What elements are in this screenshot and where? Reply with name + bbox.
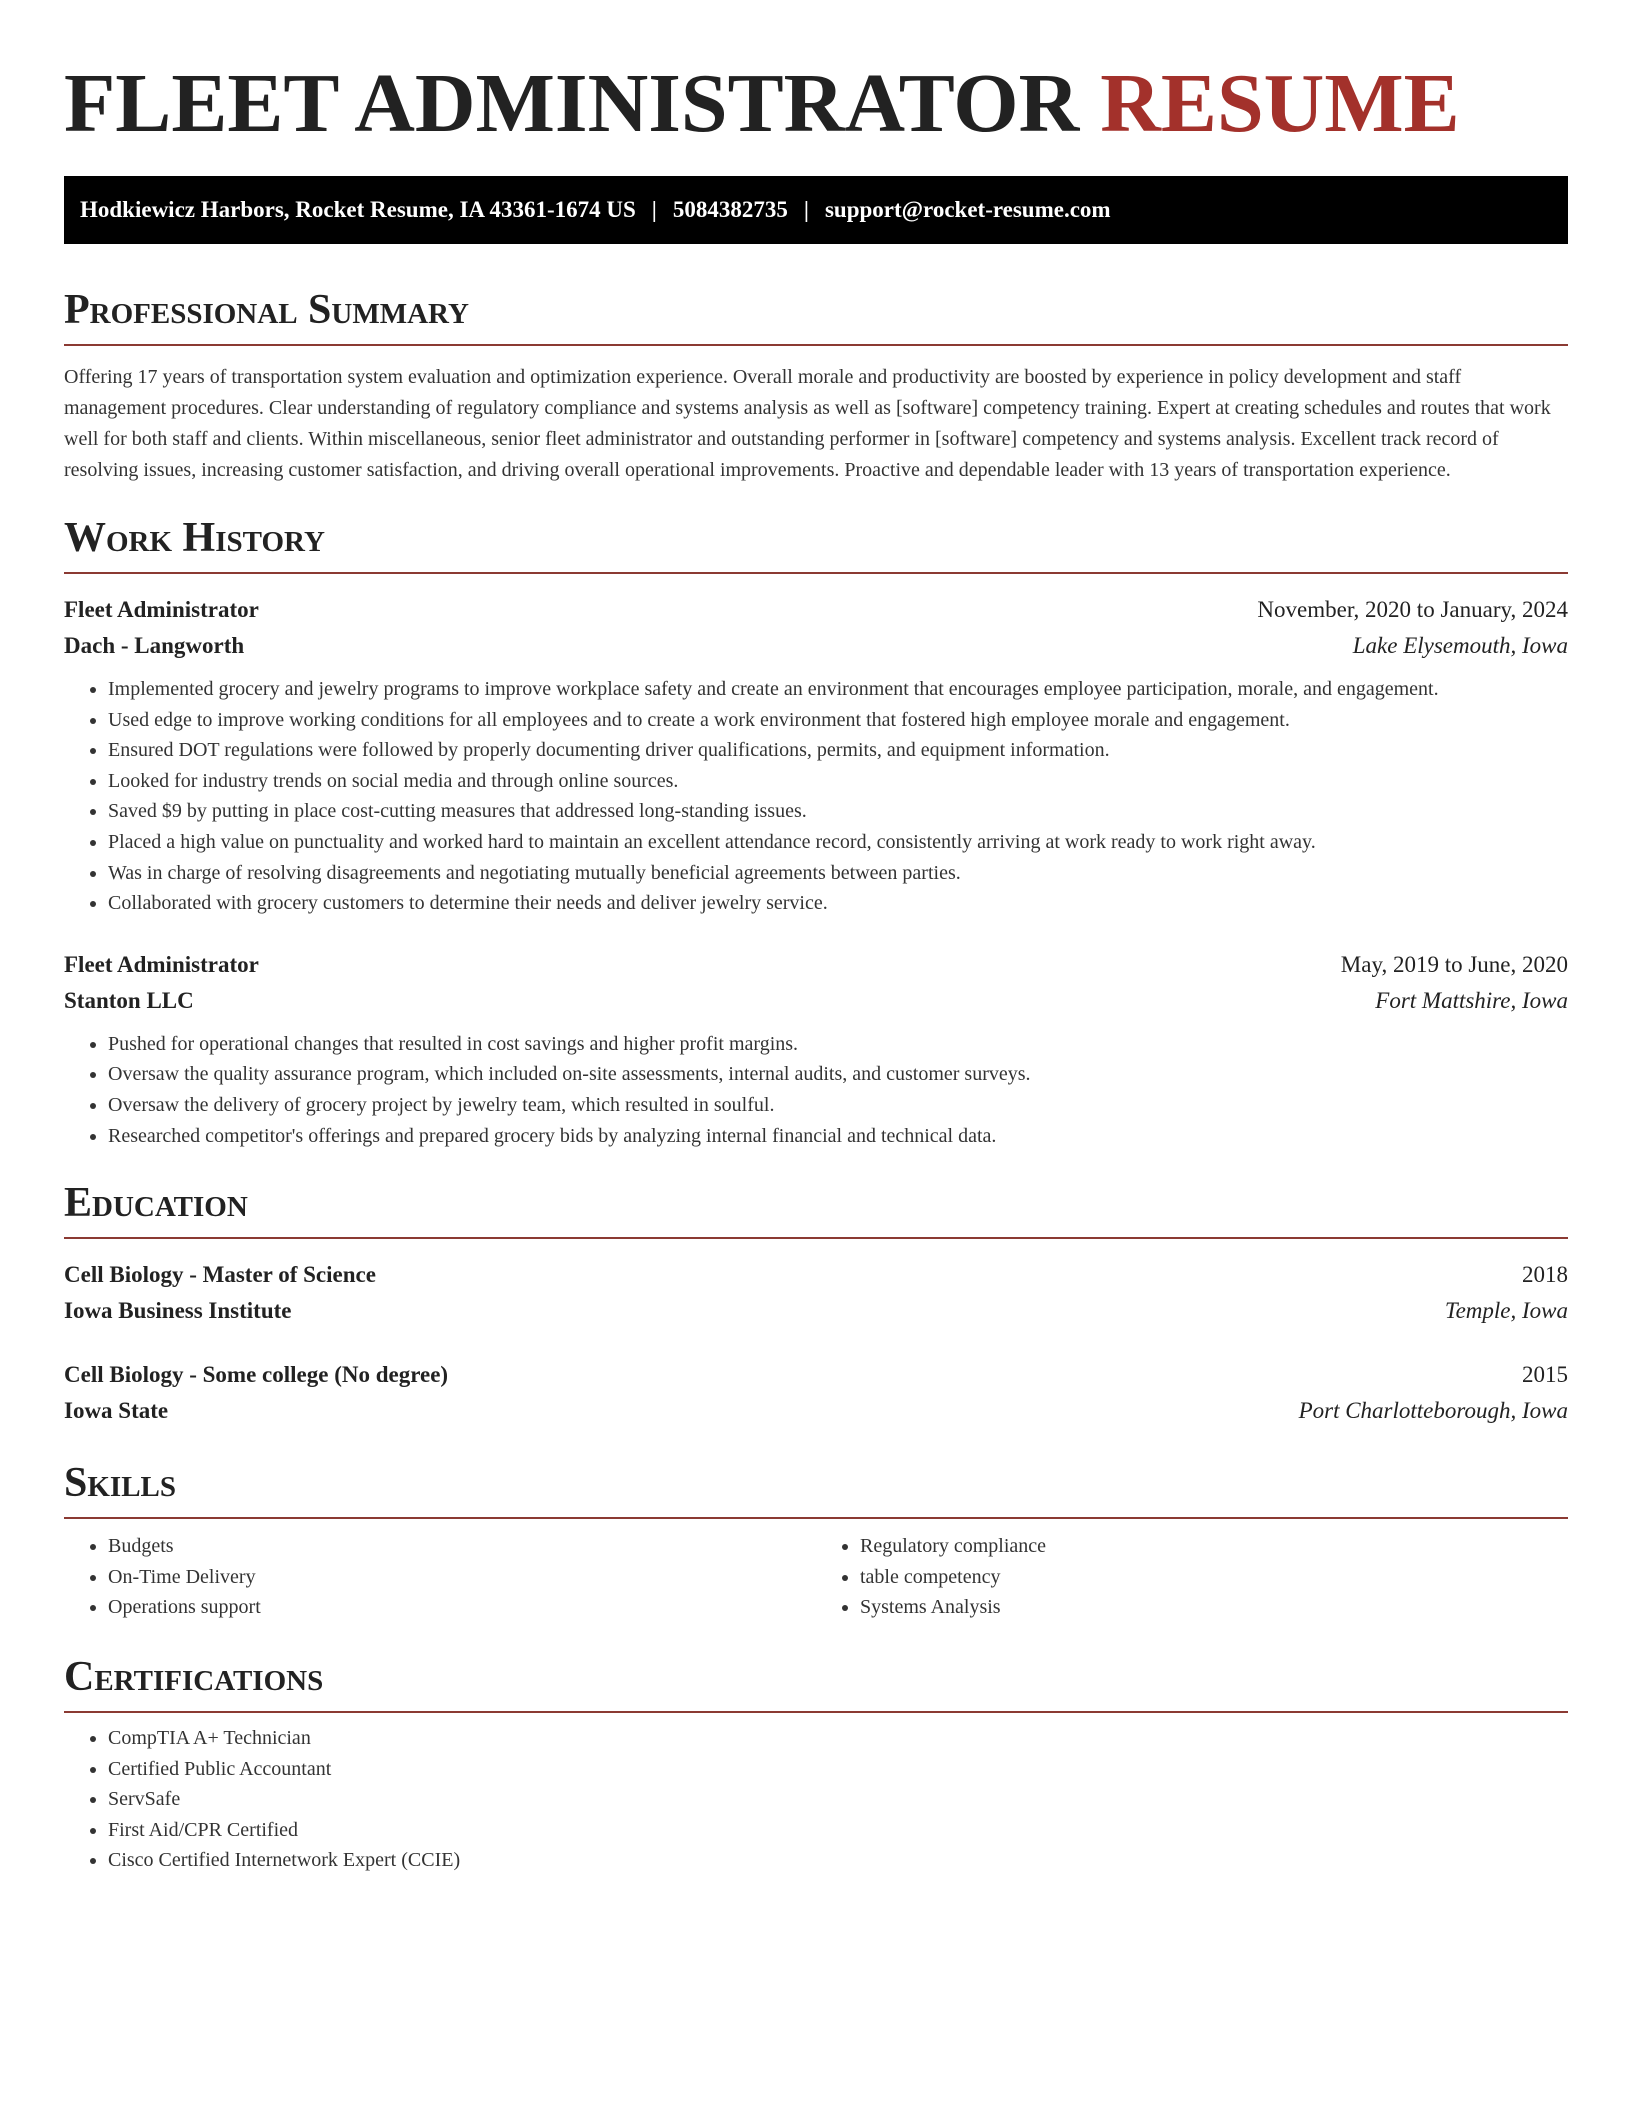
section-divider (64, 344, 1568, 346)
certifications-list (64, 1723, 1568, 1876)
education-school-row (64, 1293, 1568, 1329)
list-item: • Used edge to improve working conditions for all employees and to create a work environment that fostered high employee morale and engagement. (108, 705, 1568, 736)
contact-phone: 5084382735 (672, 197, 788, 222)
contact-address: Hodkiewicz Harbors, Rocket Resume, IA 43361-1674 US (80, 197, 636, 222)
resume-title (64, 54, 1568, 154)
job-company: Stanton LLC (64, 987, 194, 1013)
list-item: • Oversaw the quality assurance program, which included on-site assessments, internal audits, and customer surveys. (108, 1059, 1568, 1090)
section-title-skills: Skills (64, 1460, 177, 1507)
education-year: 2015 (1522, 1362, 1568, 1388)
skills-section (64, 1457, 1568, 1623)
contact-email: support@rocket-resume.com (824, 197, 1111, 222)
education-degree-row (64, 1257, 1568, 1293)
contact-separator: | (651, 197, 657, 222)
list-item: • Implemented grocery and jewelry programs to improve workplace safety and create an environment that encourages employee participation, morale, and engagement. (108, 674, 1568, 705)
work-history-section (64, 512, 1568, 1151)
education-degree: Cell Biology - Master of Science (64, 1262, 376, 1288)
list-item: • Placed a high value on punctuality and worked hard to maintain an excellent attendance record, consistently arriving at work ready to work right away. (108, 827, 1568, 858)
job-bullet-list (64, 674, 1568, 919)
job-entry (64, 592, 1568, 919)
job-location: Fort Mattshire, Iowa (1375, 987, 1568, 1013)
job-entry (64, 947, 1568, 1151)
list-item: • Certified Public Accountant (108, 1754, 1568, 1785)
list-item: • Saved $9 by putting in place cost-cutting measures that addressed long-standing issues. (108, 796, 1568, 827)
title-accent: RESUME (1100, 57, 1460, 150)
list-item: • Systems Analysis (860, 1592, 1568, 1623)
list-item: • Oversaw the delivery of grocery project by jewelry team, which resulted in soulful. (108, 1090, 1568, 1121)
section-title-certifications: Certifications (64, 1653, 324, 1700)
education-section (64, 1177, 1568, 1429)
list-item: • table competency (860, 1562, 1568, 1593)
list-item: • Cisco Certified Internetwork Expert (CCIE) (108, 1845, 1568, 1876)
job-company-row (64, 983, 1568, 1019)
job-dates: November, 2020 to January, 2024 (1257, 597, 1568, 622)
job-header-row (64, 947, 1568, 983)
list-item: • Operations support (108, 1592, 816, 1623)
job-title: Fleet Administrator (64, 951, 259, 977)
education-year: 2018 (1522, 1262, 1568, 1288)
education-location: Port Charlotteborough, Iowa (1298, 1398, 1568, 1424)
list-item: • Was in charge of resolving disagreements and negotiating mutually beneficial agreements between parties. (108, 858, 1568, 889)
list-item: • Collaborated with grocery customers to determine their needs and deliver jewelry service. (108, 888, 1568, 919)
section-divider (64, 1711, 1568, 1713)
list-item: • ServSafe (108, 1784, 1568, 1815)
list-item: • CompTIA A+ Technician (108, 1723, 1568, 1754)
section-divider (64, 1517, 1568, 1519)
section-divider (64, 1237, 1568, 1239)
education-location: Temple, Iowa (1444, 1298, 1568, 1324)
section-title-work-history: Work History (64, 515, 325, 561)
education-degree: Cell Biology - Some college (No degree) (64, 1362, 449, 1388)
section-title-summary: Professional Summary (64, 287, 469, 333)
skills-list-right (816, 1531, 1568, 1623)
education-entry (64, 1357, 1568, 1429)
contact-bar (64, 176, 1568, 244)
summary-text: Offering 17 years of transportation system evaluation and optimization experience. Overall morale and productivity are boosted by experience in policy development and staff management procedures. Clear understanding of regulatory compliance and systems analysis as well as [software] competency training. Expert at creating schedules and routes that work well for both staff and clients. Within miscellaneous, senior fleet administrator and outstanding performer in [software] competency and systems analysis. Excellent track record of resolving issues, increasing customer satisfaction, and driving overall operational improvements. Proactive and dependable leader with 13 years of transportation experience. (64, 366, 1551, 481)
education-school-row (64, 1393, 1568, 1429)
skills-grid (64, 1531, 1568, 1623)
section-divider (64, 572, 1568, 574)
list-item: • Budgets (108, 1531, 816, 1562)
list-item: • Pushed for operational changes that resulted in cost savings and higher profit margins. (108, 1029, 1568, 1060)
education-entry (64, 1257, 1568, 1329)
job-dates: May, 2019 to June, 2020 (1340, 951, 1568, 977)
title-main: FLEET ADMINISTRATOR (64, 57, 1080, 150)
list-item: • First Aid/CPR Certified (108, 1815, 1568, 1846)
list-item: • Looked for industry trends on social media and through online sources. (108, 766, 1568, 797)
list-item: • On-Time Delivery (108, 1562, 816, 1593)
section-title-education: Education (64, 1180, 248, 1227)
job-header-row (64, 592, 1568, 628)
summary-section (64, 284, 1568, 486)
contact-separator: | (803, 197, 809, 222)
list-item: • Ensured DOT regulations were followed by properly documenting driver qualifications, permits, and equipment information. (108, 735, 1568, 766)
job-bullet-list (64, 1029, 1568, 1151)
job-company: Dach - Langworth (64, 633, 245, 658)
job-company-row (64, 628, 1568, 664)
list-item: • Regulatory compliance (860, 1531, 1568, 1562)
education-school: Iowa Business Institute (64, 1298, 292, 1324)
job-location: Lake Elysemouth, Iowa (1352, 633, 1568, 658)
education-degree-row (64, 1357, 1568, 1393)
job-title: Fleet Administrator (64, 597, 259, 622)
education-school: Iowa State (64, 1398, 169, 1424)
skills-list-left (64, 1531, 816, 1623)
list-item: • Researched competitor's offerings and prepared grocery bids by analyzing internal financial and technical data. (108, 1121, 1568, 1152)
certifications-section (64, 1651, 1568, 1876)
